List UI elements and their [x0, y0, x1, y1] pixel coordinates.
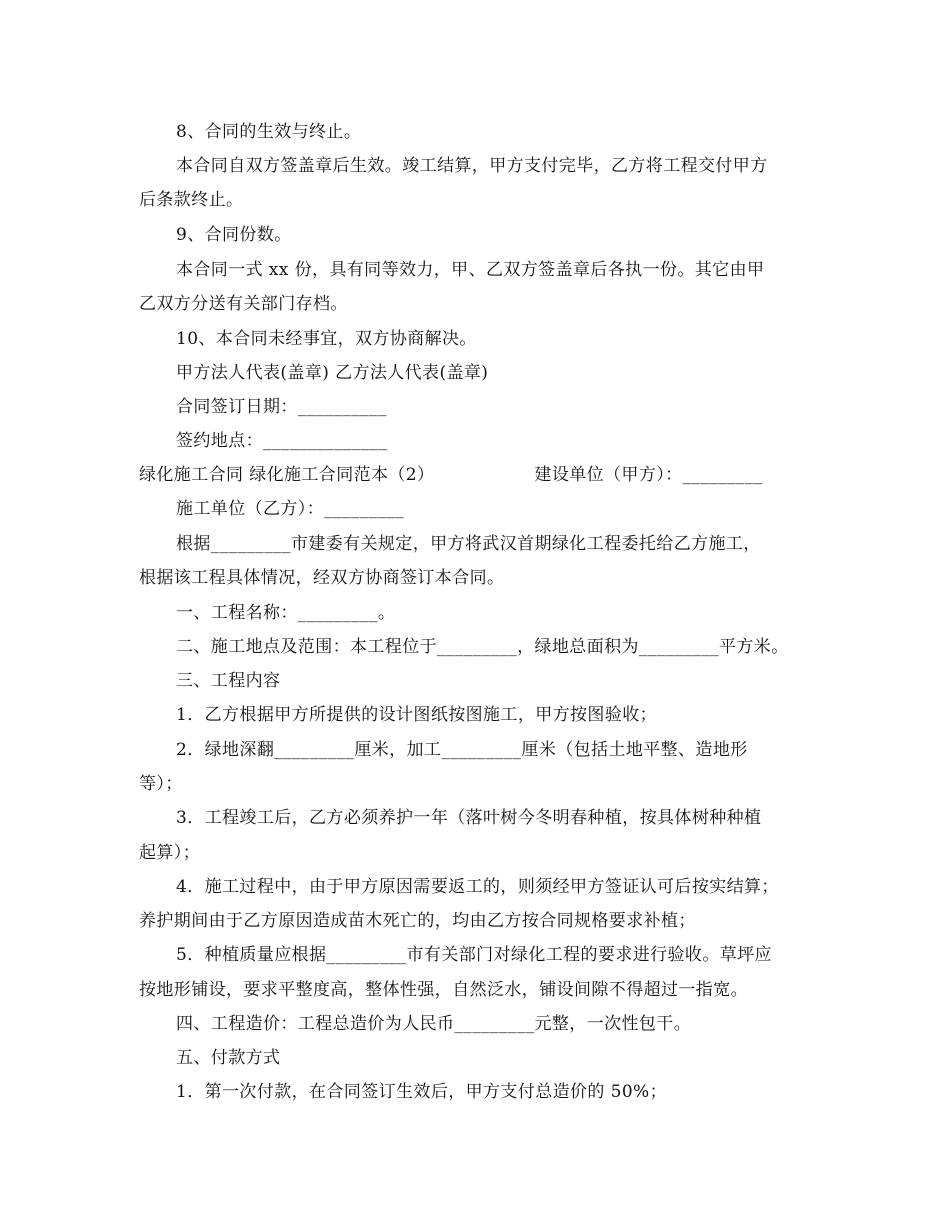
doc-line-4: 9、合同份数。	[176, 225, 292, 245]
doc-line-22: 起算）；	[139, 843, 201, 863]
doc-line-11	[139, 464, 763, 486]
doc-line-28: 五、付款方式	[176, 1048, 281, 1068]
doc-line-17: 三、工程内容	[176, 671, 281, 691]
doc-line-9: 合同签订日期：__________	[176, 397, 387, 417]
doc-line-13: 根据_________市建委有关规定，甲方将武汉首期绿化工程委托给乙方施工，	[176, 534, 761, 554]
doc-line-1: 8、合同的生效与终止。	[176, 122, 362, 142]
doc-line-2: 本合同自双方签盖章后生效。竣工结算，甲方支付完毕，乙方将工程交付甲方	[176, 156, 768, 176]
doc-line-29: 1．第一次付款，在合同签订生效后，甲方支付总造价的 50%；	[176, 1082, 668, 1102]
doc-line-5: 本合同一式 xx 份，具有同等效力，甲、乙双方签盖章后各执一份。其它由甲	[176, 260, 765, 280]
doc-line-23: 4．施工过程中，由于甲方原因需要返工的，则须经甲方签证认可后按实结算；	[176, 877, 779, 897]
doc-line-11-title: 绿化施工合同 绿化施工合同范本（2）	[139, 465, 435, 485]
doc-line-14: 根据该工程具体情况，经双方协商签订本合同。	[139, 568, 505, 588]
doc-line-26: 按地形铺设，要求平整度高，整体性强，自然泛水，铺设间隙不得超过一指宽。	[139, 980, 748, 1000]
doc-line-6: 乙双方分送有关部门存档。	[139, 294, 348, 314]
doc-line-15: 一、工程名称：_________。	[176, 603, 396, 623]
doc-line-11-party-a: 建设单位（甲方）：_________	[534, 465, 763, 485]
doc-line-24: 养护期间由于乙方原因造成苗木死亡的，均由乙方按合同规格要求补植；	[139, 911, 696, 931]
doc-line-7: 10、本合同未经事宜，双方协商解决。	[176, 329, 477, 349]
doc-line-8: 甲方法人代表(盖章) 乙方法人代表(盖章)	[176, 363, 489, 383]
doc-line-25: 5．种植质量应根据_________市有关部门对绿化工程的要求进行验收。草坪应	[176, 945, 772, 965]
doc-line-10: 签约地点：______________	[176, 431, 388, 451]
doc-line-19: 2．绿地深翻_________厘米，加工_________厘米（包括土地平整、造地形	[176, 740, 748, 760]
doc-line-12: 施工单位（乙方）：_________	[176, 499, 405, 519]
doc-line-27: 四、工程造价：工程总造价为人民币_________元整，一次性包干。	[176, 1014, 692, 1034]
doc-line-18: 1．乙方根据甲方所提供的设计图纸按图施工，甲方按图验收；	[176, 705, 658, 725]
doc-line-20: 等）；	[139, 774, 183, 794]
doc-line-3: 后条款终止。	[139, 190, 244, 210]
doc-line-16: 二、施工地点及范围：本工程位于_________，绿地总面积为_________平方米。	[176, 637, 789, 657]
doc-line-21: 3．工程竣工后，乙方必须养护一年（落叶树今冬明春种植，按具体树种种植	[176, 808, 762, 828]
